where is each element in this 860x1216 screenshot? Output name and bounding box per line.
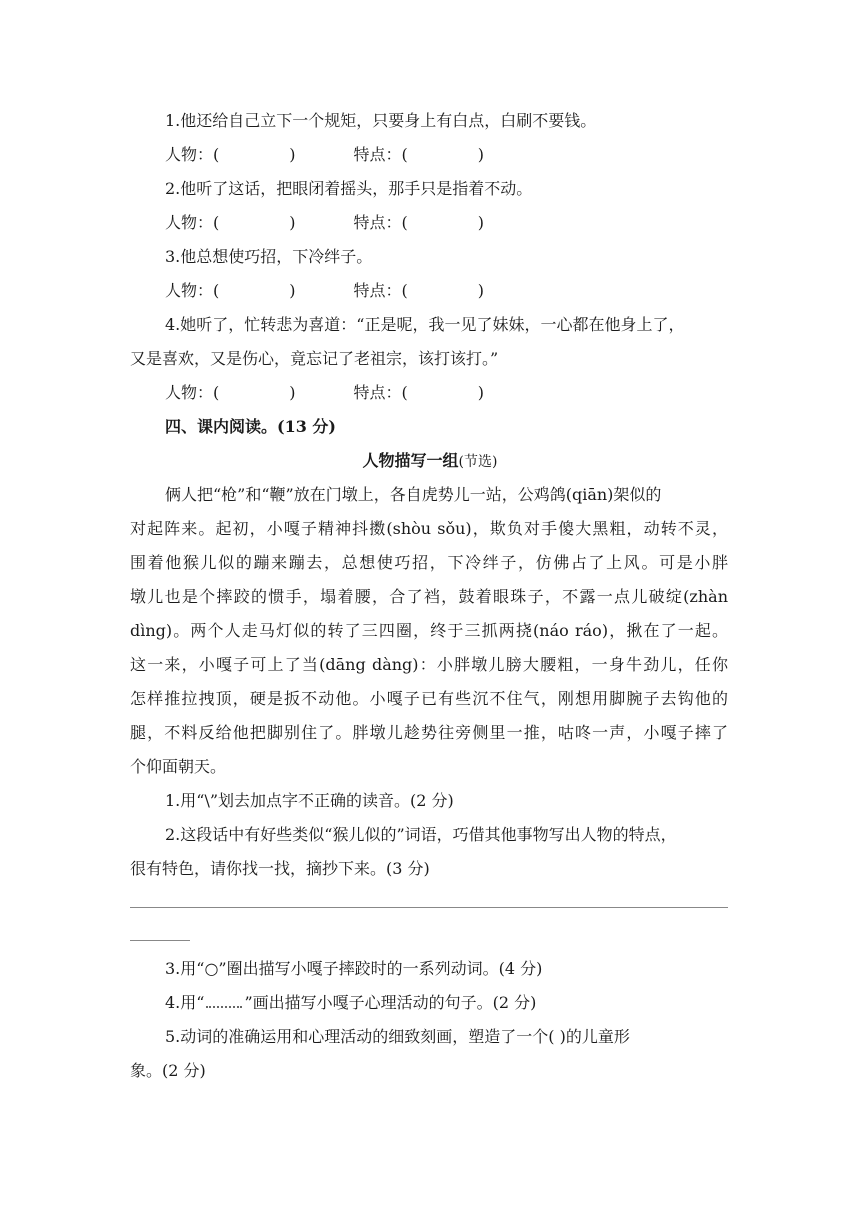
passage-line-2: 对起阵来。起初，小嘎子精神抖擞(shòu sǒu)，欺负对手傻大黑粗，动转不灵，	[130, 519, 728, 538]
passage-title: 人物描写一组(节选)	[362, 451, 498, 470]
q3-item-2: 2.他听了这话，把眼闭着摇头，那手只是指着不动。	[165, 179, 533, 198]
question-1: 1.用“\”划去加点字不正确的读音。(2 分)	[165, 791, 454, 810]
passage-line-7: 怎样推拉拽顶，硬是扳不动他。小嘎子已有些沉不住气，刚想用脚腕子去钩他的	[130, 689, 728, 708]
trait-label: 特点：(	[353, 383, 408, 402]
q3-item-2-answer: 人物：( ) 特点：( )	[165, 213, 484, 232]
passage-line-6: 这一来，小嘎子可上了当(dāng dàng)：小胖墩儿膀大腰粗，一身牛劲儿，任你	[130, 655, 728, 674]
q3-item-4-line2: 又是喜欢，又是伤心，竟忘记了老祖宗，该打该打。”	[130, 349, 499, 368]
question-5-line2: 象。(2 分)	[130, 1061, 206, 1080]
passage-line-8: 腿，不料反给他把脚别住了。胖墩儿趁势往旁侧里一推，咕咚一声，小嘎子摔了	[130, 723, 728, 742]
answer-line[interactable]	[130, 907, 728, 908]
question-2-line2: 很有特色，请你找一找，摘抄下来。(3 分)	[130, 859, 430, 878]
passage-line-5: dìng)。两个人走马灯似的转了三四圈，终于三抓两挠(náo ráo)，揪在了一起。	[130, 621, 728, 640]
passage-line-1: 俩人把“枪”和“鞭”放在门墩上，各自虎势儿一站，公鸡鸽(qiān)架似的	[165, 485, 662, 504]
wavy-underline-mark	[206, 996, 242, 1008]
q3-item-4-line1: 4.她听了，忙转悲为喜道：“正是呢，我一见了妹妹，一心都在他身上了，	[165, 315, 685, 334]
trait-label: 特点：(	[353, 145, 408, 164]
passage-line-3: 围着他猴儿似的蹦来蹦去，总想使巧招，下冷绊子，仿佛占了上风。可是小胖	[130, 553, 728, 572]
passage-line-4: 墩儿也是个摔跤的惯手，塌着腰，合了裆，鼓着眼珠子，不露一点儿破绽(zhàn	[130, 587, 728, 606]
section-4-heading: 四、课内阅读。(13 分)	[165, 417, 336, 436]
question-2-line1: 2.这段话中有好些类似“猴儿似的”词语，巧借其他事物写出人物的特点，	[165, 825, 677, 844]
answer-line-continuation[interactable]	[130, 940, 190, 941]
person-label: 人物：(	[165, 145, 220, 164]
question-4: 4.用“ ”画出描写小嘎子心理活动的句子。(2 分)	[165, 993, 537, 1012]
person-label: 人物：(	[165, 281, 220, 300]
person-label: 人物：(	[165, 213, 220, 232]
question-5-line1: 5.动词的准确运用和心理活动的细致刻画，塑造了一个( )的儿童形	[165, 1027, 630, 1046]
passage-line-9: 个仰面朝天。	[130, 757, 227, 776]
trait-label: 特点：(	[353, 213, 408, 232]
q3-item-1-answer: 人物：( ) 特点：( )	[165, 145, 484, 164]
question-3: 3.用“○”圈出描写小嘎子摔跤时的一系列动词。(4 分)	[165, 959, 543, 978]
person-label: 人物：(	[165, 383, 220, 402]
q3-item-3-answer: 人物：( ) 特点：( )	[165, 281, 484, 300]
q3-item-3: 3.他总想使巧招，下冷绊子。	[165, 247, 373, 266]
trait-label: 特点：(	[353, 281, 408, 300]
q3-item-4-answer: 人物：( ) 特点：( )	[165, 383, 484, 402]
q3-item-1: 1.他还给自己立下一个规矩，只要身上有白点，白刷不要钱。	[165, 111, 597, 130]
passage-title-note: (节选)	[458, 454, 498, 470]
